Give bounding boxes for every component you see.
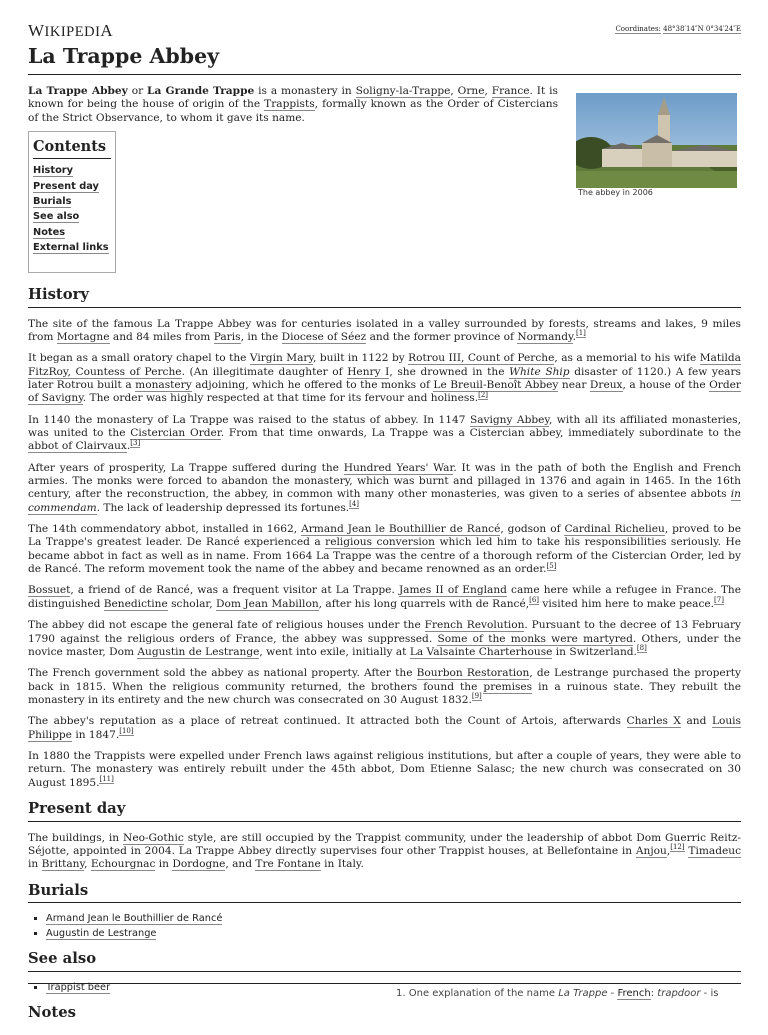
coordinates: Coordinates: 48°38′14″N 0°34′24″E (615, 25, 741, 33)
history-paragraph: The abbey's reputation as a place of retreat continued. It attracted both the Count of Artois, afterwards Charles X and Louis Philippe in 1847.[10] (28, 715, 741, 741)
heading-notes: Notes (28, 1003, 76, 1021)
history-paragraph: The French government sold the abbey as national property. After the Bourbon Restoration, de Lestrange purchased the property back in 1815. When the religious community returned, the brothers found the premises in a ruinous state. They rebuilt the monastery in its entirety and the new church was consecrated on 30 August 1832.[9] (28, 667, 741, 706)
present-day-paragraph: The buildings, in Neo-Gothic style, are still occupied by the Trappist community, under the leadership of abbot Dom Guerric Reitz-Séjotte, appointed in 2004. La Trappe Abbey directly supervises four other Trappist houses, at Bellefontaine in Anjou,[12] Timadeuc in Brittany, Echourgnac in Dordogne, and Tre Fontane in Italy. (28, 831, 742, 871)
coordinates-link[interactable]: 48°38′14″N 0°34′24″E (663, 25, 741, 33)
heading-history: History (28, 286, 741, 308)
list-item[interactable]: ▪ Armand Jean le Bouthillier de Rancé (46, 913, 741, 925)
toc-item-notes[interactable]: Notes (33, 226, 66, 238)
title-divider (28, 74, 741, 75)
intro-paragraph: La Trappe Abbey or La Grande Trappe is a monastery in Soligny-la-Trappe, Orne, France. It is known for being the house of origin of the Trappists, formally known as the Order of Cistercians of the Strict Observance, to whom it gave its name. (28, 85, 558, 124)
heading-burials: Burials (28, 882, 741, 904)
toc-item-present-day[interactable]: Present day (33, 180, 99, 192)
notes-divider (28, 983, 741, 984)
heading-present-day: Present day (28, 800, 741, 822)
list-item[interactable]: ▪ Trappist beer (46, 982, 741, 994)
history-paragraph: The site of the famous La Trappe Abbey was for centuries isolated in a valley surrounded by forests, streams and lakes, 9 miles from Mortagne and 84 miles from Paris, in the Diocese of Séez and the former province of Normandy.[1] (28, 317, 741, 343)
wikipedia-logo[interactable]: WIKIPEDIA (28, 21, 114, 40)
abbey-photo[interactable] (576, 93, 737, 188)
list-item[interactable]: ▪ Augustin de Lestrange (46, 928, 741, 940)
history-paragraph: It began as a small oratory chapel to the Virgin Mary, built in 1122 by Rotrou III, Count of Perche, as a memorial to his wife Matilda FitzRoy, Countess of Perche. (An illegitimate daughter of Henry I, she drowned in the White Ship disaster of 1120.) A few years later Rotrou built a monastery adjoining, which he offered to the monks of Le Breuil-Benoît Abbey near Dreux, a house of the Order of Savigny. The order was highly respected at that time for its fervour and holiness.[2] (28, 352, 741, 405)
table-of-contents (28, 131, 116, 273)
page-title: La Trappe Abbey (28, 44, 220, 68)
history-paragraph: The abbey did not escape the general fate of religious houses under the French Revolution. Pursuant to the decree of 13 February 1790 against the religious orders of France, the abbey was suppressed. Some of the monks were martyred. Others, under the novice master, Dom Augustin de Lestrange, went into exile, initially at La Valsainte Charterhouse in Switzerland.[8] (28, 619, 742, 658)
toc-item-burials[interactable]: Burials (33, 195, 72, 207)
toc-item-see-also[interactable]: See also (33, 211, 80, 223)
toc-item-external-links[interactable]: External links (33, 241, 109, 253)
toc-item-history[interactable]: History (33, 165, 74, 177)
history-paragraph: In 1880 the Trappists were expelled under French laws against religious institutions, but after a couple of years, they were able to return. The monastery was entirely rebuilt under the 45th abbot, Dom Etienne Salasc; the new church was consecrated on 30 August 1895.[11] (28, 749, 741, 789)
image-caption: The abbey in 2006 (578, 188, 653, 197)
footnote-french-link[interactable]: French (617, 988, 651, 999)
footnote-1: 1. One explanation of the name La Trappe - French: trapdoor - is (396, 988, 719, 999)
article-body (28, 286, 741, 1035)
history-paragraph: The 14th commendatory abbot, installed in 1662, Armand Jean le Bouthillier de Rancé, godson of Cardinal Richelieu, proved to be La Trappe's greatest leader. De Rancé experienced a religious conversion which led him to take his responsibilities seriously. He became abbot in fact as well as in name. From 1664 La Trappe was the centre of a thorough reform of the Cistercian Order, led by de Rancé. The reform movement took the name of the abbey and became renowned as an order.[5] (28, 523, 742, 576)
history-paragraph: After years of prosperity, La Trappe suffered during the Hundred Years' War. It was in the path of both the English and French armies. The monks were forced to abandon the monastery, which was burnt and pillaged in 1376 and again in 1465. In the 16th century, after the reconstruction, the abbey, in common with many other monasteries, was given to a series of absentee abbots in commendam. The lack of leadership depressed its fortunes.[4] (28, 461, 741, 514)
heading-see-also: See also (28, 950, 741, 972)
toc-title: Contents (33, 138, 111, 159)
history-paragraph: In 1140 the monastery of La Trappe was raised to the status of abbey. In 1147 Savigny Abbey, with all its affiliated monasteries, was united to the Cistercian Order. From that time onwards, La Trappe was a Cistercian abbey, immediately subordinate to the abbot of Clairvaux.[3] (28, 413, 741, 453)
history-paragraph: Bossuet, a friend of de Rancé, was a frequent visitor at La Trappe. James II of England came here while a refugee in France. The distinguished Benedictine scholar, Dom Jean Mabillon, after his long quarrels with de Rancé,[6] visited him here to make peace.[7] (28, 584, 741, 610)
burials-list (28, 913, 741, 940)
